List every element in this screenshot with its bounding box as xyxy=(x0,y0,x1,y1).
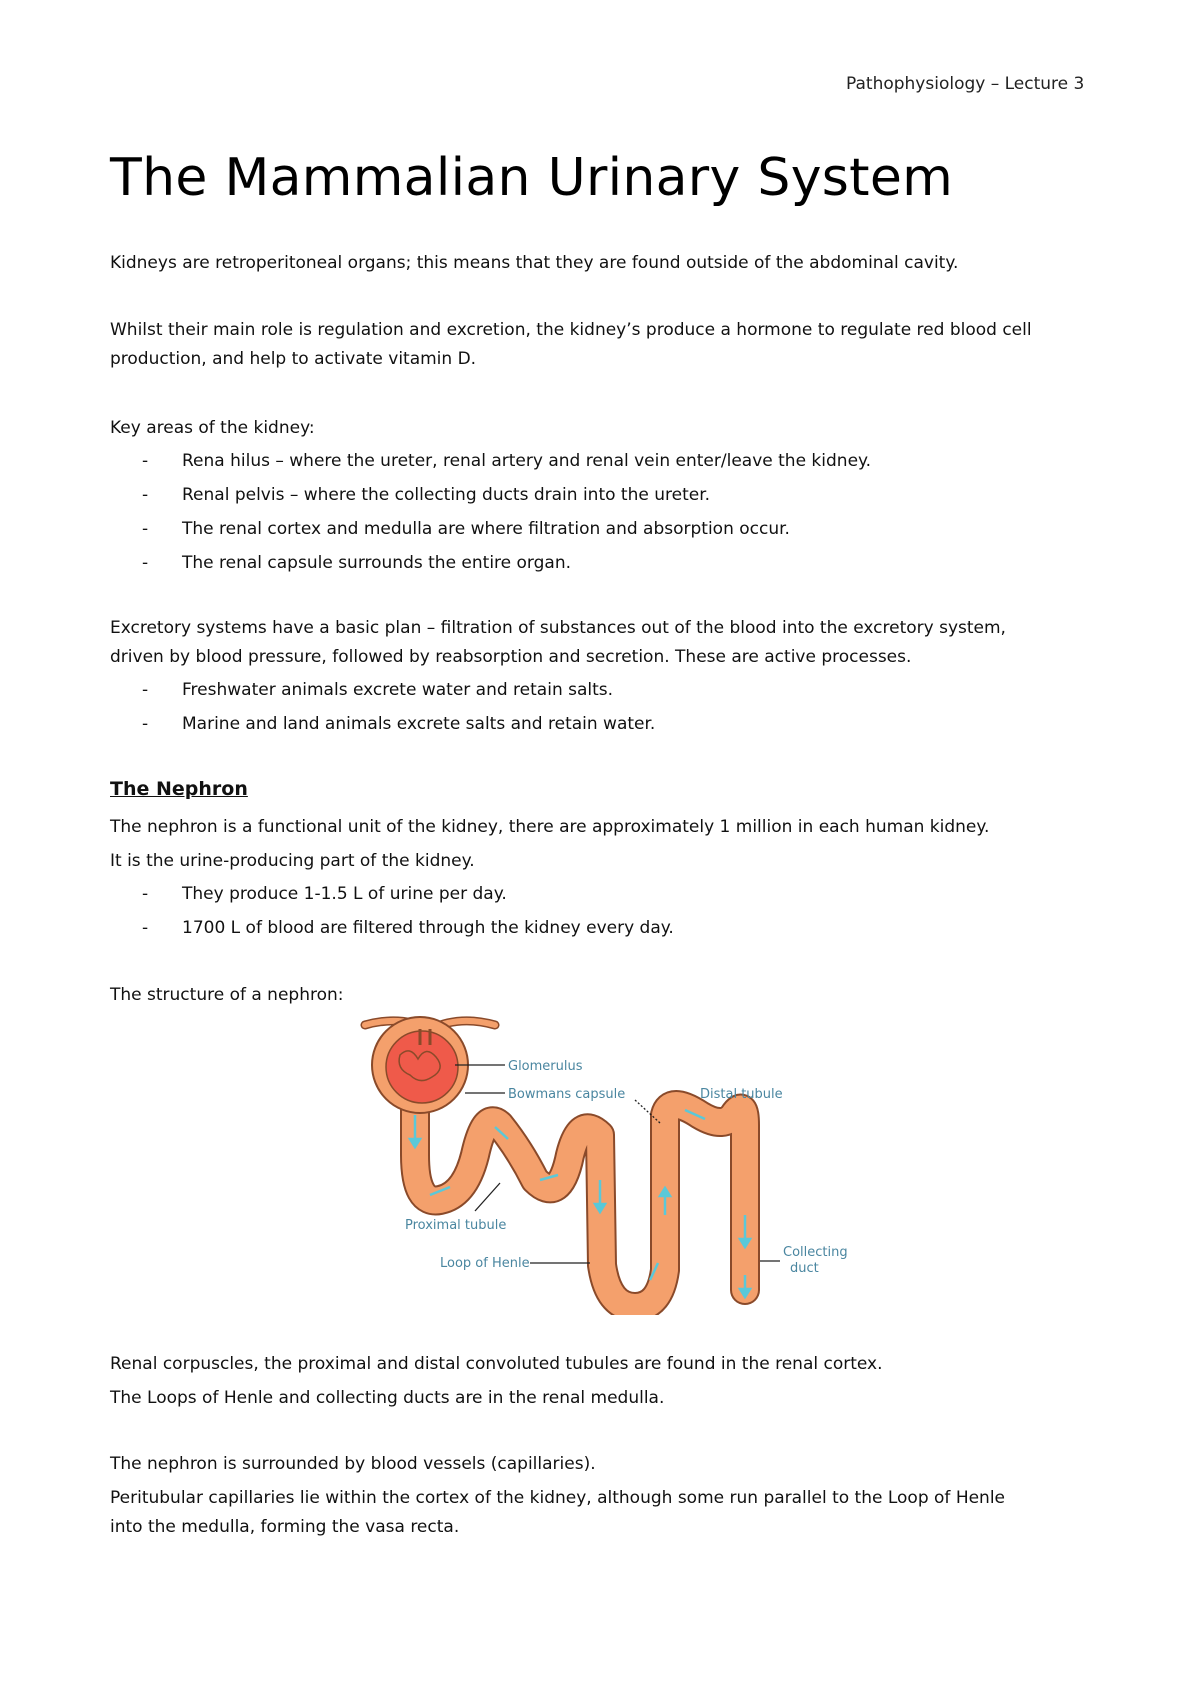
label-distal-tubule: Distal tubule xyxy=(700,1087,783,1102)
bullet-dash: - xyxy=(142,884,149,904)
intro-paragraph: Kidneys are retroperitoneal organs; this means that they are found outside of the abdominal cavity. xyxy=(110,253,959,273)
section-heading-nephron: The Nephron xyxy=(110,778,248,800)
bullet-dash: - xyxy=(142,553,149,573)
list-item-text: The renal capsule surrounds the entire organ. xyxy=(182,553,572,573)
label-collecting: Collecting xyxy=(783,1245,848,1260)
list-item-text: Rena hilus – where the ureter, renal artery and renal vein enter/leave the kidney. xyxy=(182,451,872,471)
nephron-diagram xyxy=(360,1015,860,1315)
label-proximal-tubule: Proximal tubule xyxy=(405,1218,507,1233)
leader-line xyxy=(475,1183,500,1211)
label-loop-of-henle: Loop of Henle xyxy=(440,1256,530,1271)
page-header: Pathophysiology – Lecture 3 xyxy=(846,74,1085,94)
list-item-text: They produce 1-1.5 L of urine per day. xyxy=(182,884,507,904)
bullet-dash: - xyxy=(142,680,149,700)
after-paragraph-line-1: Renal corpuscles, the proximal and distal convoluted tubules are found in the renal cortex. xyxy=(110,1354,883,1374)
capillaries-paragraph-line-2: Peritubular capillaries lie within the cortex of the kidney, although some run parallel to the Loop of Henle xyxy=(110,1488,1006,1508)
structure-label: The structure of a nephron: xyxy=(110,985,344,1005)
bullet-dash: - xyxy=(142,485,149,505)
nephron-paragraph-line-2: It is the urine-producing part of the kidney. xyxy=(110,851,475,871)
bullet-dash: - xyxy=(142,451,149,471)
key-areas-label: Key areas of the kidney: xyxy=(110,418,315,438)
capillaries-paragraph-line-1: The nephron is surrounded by blood vessels (capillaries). xyxy=(110,1454,596,1474)
label-bowmans-capsule: Bowmans capsule xyxy=(508,1087,626,1102)
bullet-dash: - xyxy=(142,918,149,938)
capillaries-paragraph-line-3: into the medulla, forming the vasa recta. xyxy=(110,1517,460,1537)
role-paragraph-line-1: Whilst their main role is regulation and excretion, the kidney’s produce a hormone to regulate red blood cell xyxy=(110,320,1032,340)
bullet-dash: - xyxy=(142,519,149,539)
after-paragraph-line-2: The Loops of Henle and collecting ducts are in the renal medulla. xyxy=(110,1388,665,1408)
bullet-dash: - xyxy=(142,714,149,734)
page-title: The Mammalian Urinary System xyxy=(110,148,954,208)
excretory-paragraph-line-1: Excretory systems have a basic plan – filtration of substances out of the blood into the excretory system, xyxy=(110,618,1006,638)
label-duct: duct xyxy=(790,1261,819,1276)
role-paragraph-line-2: production, and help to activate vitamin D. xyxy=(110,349,477,369)
excretory-paragraph-line-2: driven by blood pressure, followed by reabsorption and secretion. These are active processes. xyxy=(110,647,912,667)
list-item-text: 1700 L of blood are filtered through the kidney every day. xyxy=(182,918,674,938)
list-item-text: Renal pelvis – where the collecting ducts drain into the ureter. xyxy=(182,485,711,505)
list-item-text: Freshwater animals excrete water and retain salts. xyxy=(182,680,614,700)
label-glomerulus: Glomerulus xyxy=(508,1059,583,1074)
list-item-text: The renal cortex and medulla are where filtration and absorption occur. xyxy=(182,519,790,539)
list-item-text: Marine and land animals excrete salts and retain water. xyxy=(182,714,656,734)
nephron-paragraph-line-1: The nephron is a functional unit of the kidney, there are approximately 1 million in each human kidney. xyxy=(110,817,990,837)
